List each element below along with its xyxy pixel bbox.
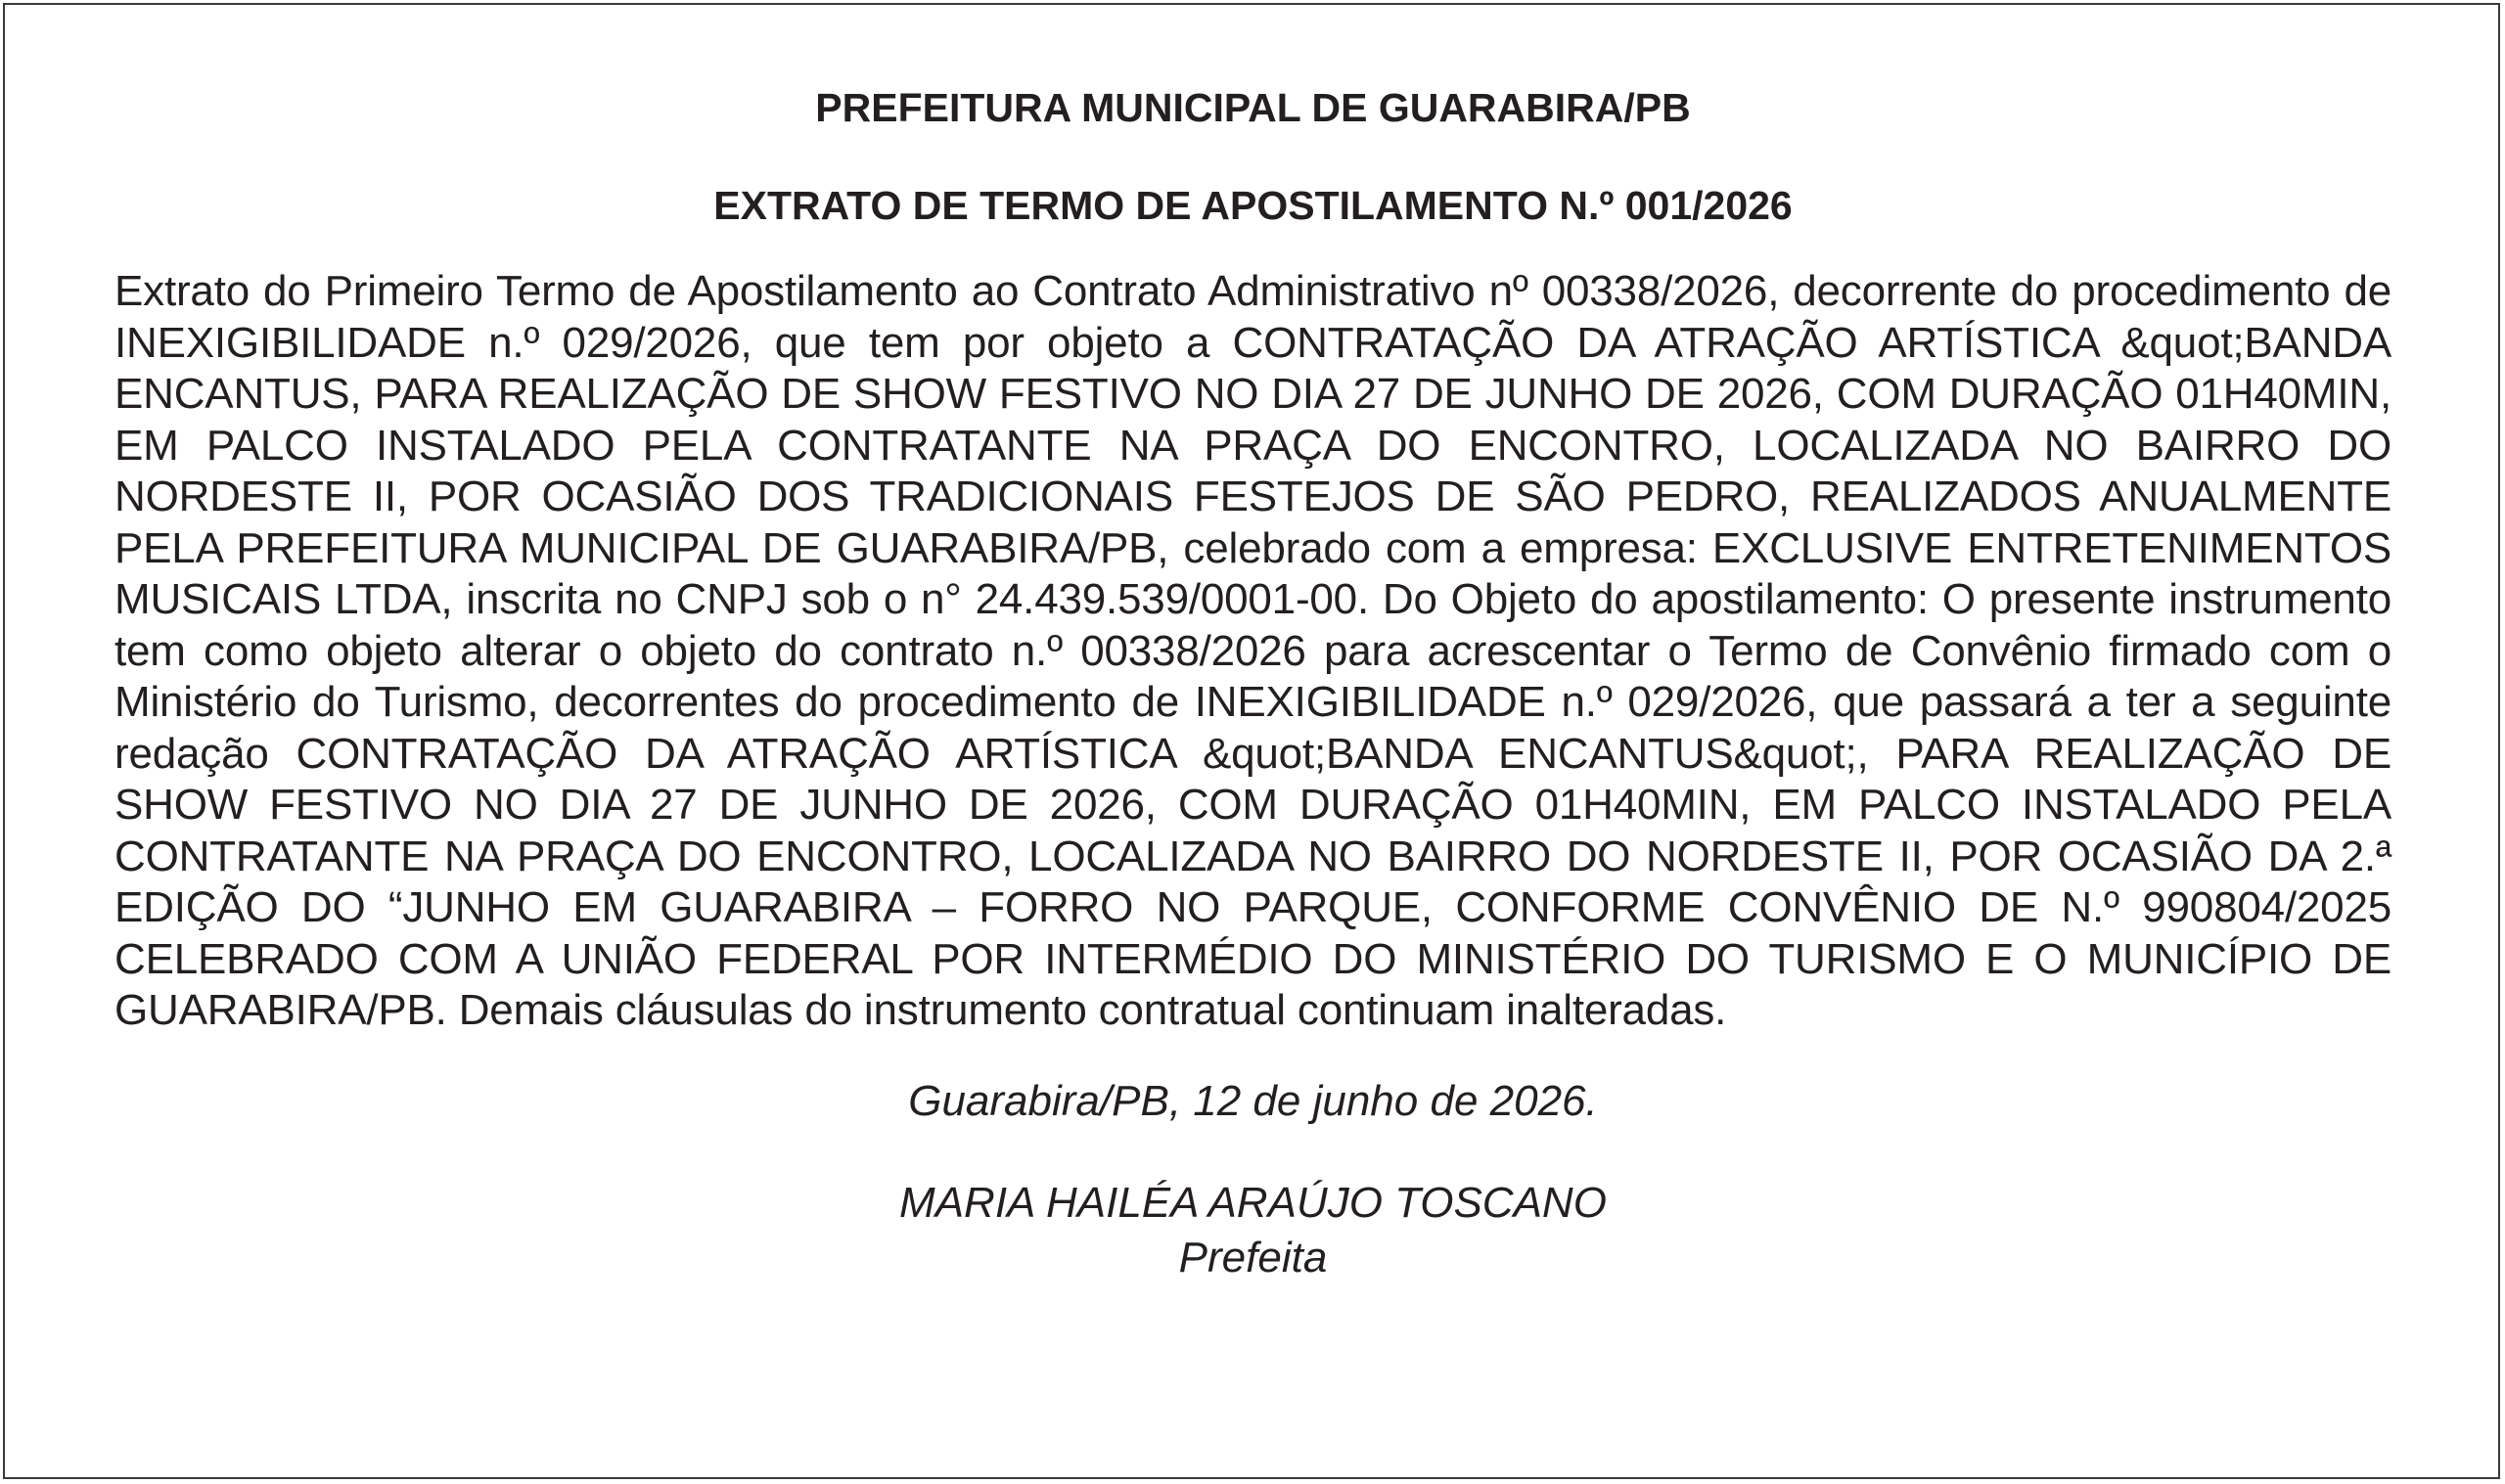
document-body: Extrato do Primeiro Termo de Apostilamento ao Contrato Administrativo nº 00338/2026, decorrente do procedimento de INEXIGIBILIDADE n.º 029/2026, que tem por objeto a CONTRATAÇÃO DA ATRAÇÃO ARTÍSTICA &quot;BANDA ENCANTUS, PARA REALIZAÇÃO DE SHOW FESTIVO NO DIA 27 DE JUNHO DE 2026, COM DURAÇÃO 01H40MIN, EM PALCO INSTALADO PELA CONTRATANTE NA PRAÇA DO ENCONTRO, LOCALIZADA NO BAIRRO DO NORDESTE II, POR OCASIÃO DOS TRADICIONAIS FESTEJOS DE SÃO PEDRO, REALIZADOS ANUALMENTE PELA PREFEITURA MUNICIPAL DE GUARABIRA/PB, celebrado com a empresa: EXCLUSIVE ENTRETENIMENTOS MUSICAIS LTDA, inscrita no CNPJ sob o n° 24.439.539/0001-00. Do Objeto do apostilamento: O presente instrumento tem como objeto alterar o objeto do contrato n.º 00338/2026 para acrescentar o Termo de Convênio firmado com o Ministério do Turismo, decorrentes do procedimento de INEXIGIBILIDADE n.º 029/2026, que passará a ter a seguinte redação CONTRATAÇÃO DA ATRAÇÃO ARTÍSTICA &quot;BANDA ENCANTUS&quot;, PARA REALIZAÇÃO DE SHOW FESTIVO NO DIA 27 DE JUNHO DE 2026, COM DURAÇÃO 01H40MIN, EM PALCO INSTALADO PELA CONTRATANTE NA PRAÇA DO ENCONTRO, LOCALIZADA NO BAIRRO DO NORDESTE II, POR OCASIÃO DA 2.ª EDIÇÃO DO “JUNHO EM GUARABIRA – FORRO NO PARQUE, CONFORME CONVÊNIO DE N.º 990804/2025 CELEBRADO COM A UNIÃO FEDERAL POR INTERMÉDIO DO MINISTÉRIO DO TURISMO E O MUNICÍPIO DE GUARABIRA/PB. Demais cláusulas do instrumento contratual continuam inalteradas. [114, 267, 2391, 1034]
signer-name: MARIA HAILÉA ARAÚJO TOSCANO [899, 1178, 1607, 1227]
document-title: EXTRATO DE TERMO DE APOSTILAMENTO N.º 001/2026 [713, 183, 1793, 228]
signer-role: Prefeita [1178, 1233, 1328, 1282]
document-extract [114, 70, 2391, 1285]
place-and-date: Guarabira/PB, 12 de junho de 2026. [908, 1076, 1598, 1125]
document-header: PREFEITURA MUNICIPAL DE GUARABIRA/PB [815, 85, 1691, 130]
